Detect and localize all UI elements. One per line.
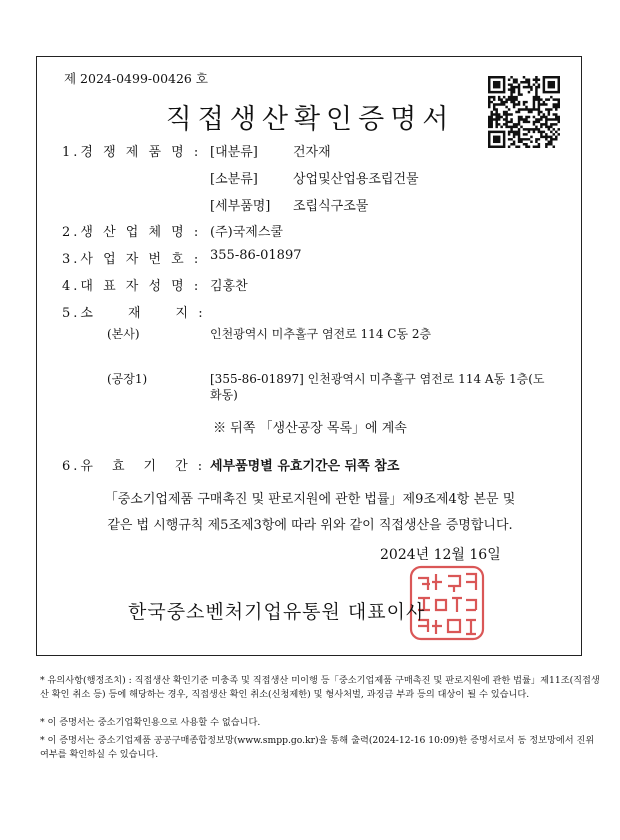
certificate-number: 제 2024-0499-00426 호 — [64, 71, 208, 86]
location-label: 5.소 재 지 : — [62, 306, 206, 321]
footer-note-3: * 이 증명서는 중소기업제품 공공구매종합정보망(www.smpp.go.kr)을 통해 출력(2024-12-16 10:09)한 증명서로서 동 정보망에서 진위여부를 확인하실 수 있습니다. — [40, 735, 595, 760]
issuer-name: 한국중소벤처기업유통원 대표이사 — [128, 601, 426, 623]
business-number-value: 355-86-01897 — [210, 248, 302, 263]
issue-date: 2024년 12월 16일 — [380, 547, 501, 563]
detail-item-tag: [세부품명] — [210, 199, 271, 214]
factory-address: [355-86-01897] 인천광역시 미추홀구 염전로 114 A동 1층(도 — [210, 372, 545, 386]
headquarters-tag: (본사) — [107, 327, 140, 341]
business-number-label: 3.사 업 자 번 호 : — [62, 252, 202, 267]
validity-label: 6.유 효 기 간 : — [62, 459, 206, 474]
factory-address-continued: 화동) — [210, 388, 238, 402]
representative-value: 김홍찬 — [210, 279, 248, 294]
major-category-tag: [대분류] — [210, 145, 258, 160]
statement-line-2: 같은 법 시행규칙 제5조제3항에 따라 위와 같이 직접생산을 증명합니다. — [107, 518, 513, 533]
headquarters-address: 인천광역시 미추홀구 염전로 114 C동 2층 — [210, 327, 432, 341]
document-title: 직접생산확인증명서 — [165, 104, 455, 135]
statement-line-1: 「중소기업제품 구매촉진 및 판로지원에 관한 법률」제9조제4항 본문 및 — [104, 492, 516, 507]
footer-note-1: * 유의사항(행정조치) : 직접생산 확인기준 미충족 및 직접생산 미이행 등「중소기업제품 구매촉진 및 판로지원에 관한 법률」제11조(직접생산 확인 취소 등) 등에 해당하는 경우, 직접생산 확인 취소(신청제한) 및 형사처벌, 과징금 부과 등의 대상이 될 수 있습니다. — [40, 675, 600, 700]
factory-tag: (공장1) — [107, 372, 148, 386]
competition-product-label: 1.경 쟁 제 품 명 : — [62, 145, 202, 160]
major-category-value: 건자재 — [293, 145, 331, 160]
footer-note-2: * 이 증명서는 중소기업확인용으로 사용할 수 없습니다. — [40, 717, 261, 728]
representative-label: 4.대 표 자 성 명 : — [62, 279, 202, 294]
company-value: (주)국제스쿨 — [210, 225, 283, 240]
continued-note: ※ 뒤쪽 「생산공장 목록」에 계속 — [213, 421, 407, 436]
validity-value: 세부품명별 유효기간은 뒤쪽 참조 — [210, 459, 400, 474]
minor-category-value: 상업및산업용조립건물 — [293, 172, 419, 187]
minor-category-tag: [소분류] — [210, 172, 258, 187]
company-label: 2.생 산 업 체 명 : — [62, 225, 202, 240]
detail-item-value: 조립식구조물 — [293, 199, 369, 214]
qr-code-icon — [488, 76, 560, 148]
